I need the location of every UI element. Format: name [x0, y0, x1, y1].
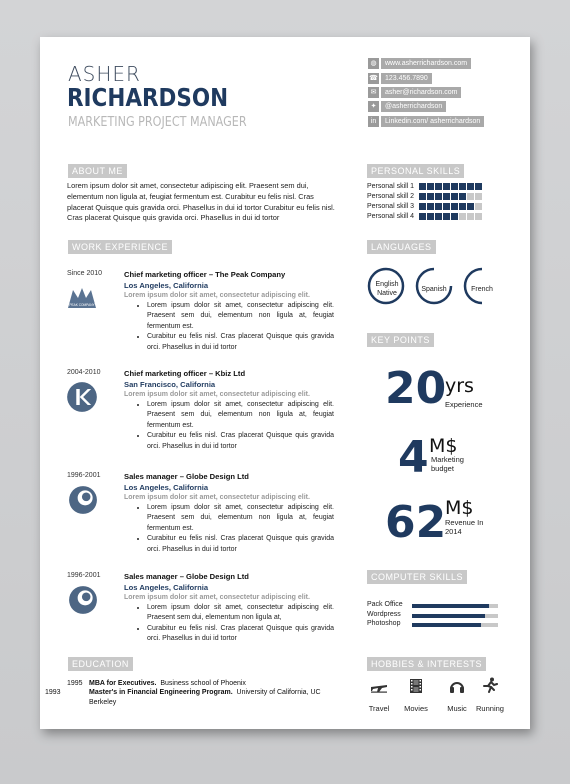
resume-page	[40, 37, 530, 729]
skill-level-square	[419, 203, 426, 210]
personal-skill-label: Personal skill 4	[367, 212, 415, 220]
skill-level-square	[475, 203, 482, 210]
hobby-travel: Travel	[359, 679, 399, 713]
section-header-languages: LANGUAGES	[367, 240, 436, 254]
personal-skill-row	[367, 191, 483, 201]
job-title: Sales manager – Globe Design Ltd	[124, 472, 249, 481]
job-location: Los Angeles, California	[124, 280, 209, 290]
skill-level-square	[467, 213, 474, 220]
key-point-value: 62	[385, 497, 447, 548]
education-school: Business school of Phoenix	[160, 680, 246, 687]
job-summary: Lorem ipsum dolor sit amet, consectetur adipiscing elit.	[124, 494, 310, 501]
job-date: 2004-2010	[67, 369, 101, 376]
job-date: Since 2010	[67, 270, 103, 277]
skill-level-square	[451, 183, 458, 190]
headphones-icon	[449, 679, 465, 693]
key-point-unit: M$	[429, 435, 458, 457]
section-header-personal-skills: PERSONAL SKILLS	[367, 164, 464, 178]
job-bullet: • Lorem ipsum dolor sit amet, consectetur adipiscing elit. Praesent sem dui, elementum non ligula at, feugiat fermentum est.	[147, 503, 334, 534]
globe-design-logo	[68, 585, 98, 615]
phone-icon: ☎	[369, 75, 378, 82]
computer-skill-bar-fill	[412, 614, 485, 618]
linkedin-icon: in	[368, 116, 379, 127]
key-point-label: Experience	[445, 400, 483, 409]
job-bullet: • Curabitur eu felis nisl. Cras placerat Quisque quis gravida orci. Phasellus in dui id tortor	[147, 332, 334, 353]
film-icon	[409, 679, 423, 693]
first-name: ASHER	[68, 62, 141, 86]
twitter-icon: ✦	[368, 101, 379, 112]
skill-level-square	[467, 183, 474, 190]
job-date: 1996-2001	[67, 472, 101, 479]
hobby-movies: Movies	[396, 679, 436, 713]
section-header-computer-skills: COMPUTER SKILLS	[367, 570, 467, 584]
job-title: Sales manager – Globe Design Ltd	[124, 572, 249, 581]
personal-skill-row	[367, 181, 483, 191]
computer-skill-label: Wordpress	[367, 610, 401, 618]
section-header-hobbies: HOBBIES & INTERESTS	[367, 657, 486, 671]
job-role: MARKETING PROJECT MANAGER	[68, 115, 247, 130]
education-year: 1995	[67, 680, 83, 687]
key-point-unit: yrs	[445, 375, 474, 397]
job-bullet: • Lorem ipsum dolor sit amet, consectetur adipiscing elit. Praesent sem dui, elementum non ligula at, feugiat fermentum est.	[147, 400, 334, 431]
globe-design-logo	[68, 485, 98, 515]
key-point-value: 4	[398, 432, 429, 483]
hobby-running: Running	[470, 677, 510, 713]
kbiz-logo	[66, 381, 98, 413]
computer-skill-bar	[412, 604, 498, 608]
airplane-icon	[370, 679, 388, 693]
computer-skill-bar	[412, 614, 498, 618]
peak-company-logo	[68, 284, 96, 312]
job-summary: Lorem ipsum dolor sit amet, consectetur adipiscing elit.	[124, 594, 310, 601]
personal-skill-row	[367, 211, 483, 221]
skill-level-square	[427, 213, 434, 220]
skill-level-square	[459, 193, 466, 200]
skill-level-square	[459, 183, 466, 190]
language-label: French	[471, 286, 493, 293]
computer-skill-label: Pack Office	[367, 601, 403, 608]
section-header-key-points: KEY POINTS	[367, 333, 434, 347]
skill-level-square	[451, 213, 458, 220]
language-label: English Native	[375, 281, 399, 297]
job-bullet: • Curabitur eu felis nisl. Cras placerat Quisque quis gravida orci. Phasellus in dui id tortor	[147, 534, 334, 555]
section-header-work: WORK EXPERIENCE	[68, 240, 172, 254]
computer-skill-label: Photoshop	[367, 620, 401, 627]
section-header-about: ABOUT ME	[68, 164, 127, 178]
skill-level-square	[459, 203, 466, 210]
skill-level-square	[451, 203, 458, 210]
about-text: Lorem ipsum dolor sit amet, consectetur adipiscing elit. Praesent sem dui, elementum non ligula at, feugiat fermentum est. Curabitur eu felis nisl. Cras placerat Quisque quis gravida orci. Phasellus in dui id tortor Curabitur eu felis nisl. Cras placerat Quisque quis gravida orci. Phasellus in dui id tortor	[67, 181, 335, 223]
key-point-value: 20	[385, 363, 447, 414]
last-name: RICHARDSON	[67, 83, 229, 112]
skill-level-square	[435, 213, 442, 220]
running-icon	[482, 677, 498, 693]
education-year: 1993	[45, 689, 61, 696]
job-bullet: • Curabitur eu felis nisl. Cras placerat Quisque quis gravida orci. Phasellus in dui id tortor	[147, 431, 334, 452]
job-summary: Lorem ipsum dolor sit amet, consectetur adipiscing elit.	[124, 391, 310, 398]
education-school: University of California, UC Berkeley	[89, 689, 321, 706]
job-bullet: • Lorem ipsum dolor sit amet, consectetur adipiscing elit. Praesent sem dui, elementum non ligula at, feugiat fermentum est.	[147, 301, 334, 332]
job-title: Chief marketing officer – The Peak Company	[124, 270, 286, 279]
personal-skill-label: Personal skill 3	[367, 202, 415, 210]
contact-website[interactable]: ◍ www.asherrichardson.com	[368, 58, 471, 69]
personal-skill-row	[367, 201, 483, 211]
skill-level-square	[435, 203, 442, 210]
skill-level-square	[435, 183, 442, 190]
key-point-label: Marketing budget	[431, 455, 464, 473]
contact-twitter[interactable]: ✦ @asherrichardson	[368, 101, 446, 112]
language-label: Spanish	[421, 286, 447, 293]
skill-level-square	[475, 193, 482, 200]
job-location: San Francisco, California	[124, 379, 216, 389]
job-location: Los Angeles, California	[124, 582, 209, 592]
job-bullet: • Lorem ipsum dolor sit amet, consectetur adipiscing elit. Praesent sem dui, elementum non ligula at,	[147, 603, 334, 624]
job-date: 1996-2001	[67, 572, 101, 579]
skill-level-square	[475, 183, 482, 190]
contact-email[interactable]: ✉ asher@richardson.com	[368, 87, 461, 98]
skill-level-square	[459, 213, 466, 220]
skill-level-square	[443, 193, 450, 200]
key-point-label: Revenue In 2014	[445, 518, 484, 536]
job-title: Chief marketing officer – Kbiz Ltd	[124, 369, 246, 378]
skill-level-square	[427, 183, 434, 190]
skill-level-square	[467, 193, 474, 200]
computer-skill-bar-fill	[412, 604, 489, 608]
key-point-unit: M$	[445, 497, 474, 519]
computer-skill-bar-fill	[412, 623, 481, 627]
skill-level-square	[475, 213, 482, 220]
skill-level-square	[427, 193, 434, 200]
skill-level-square	[435, 193, 442, 200]
skill-level-square	[443, 203, 450, 210]
computer-skill-bar	[412, 623, 498, 627]
section-header-education: EDUCATION	[68, 657, 133, 671]
personal-skill-label: Personal skill 2	[367, 192, 415, 200]
skill-level-square	[419, 193, 426, 200]
personal-skill-label: Personal skill 1	[367, 182, 415, 190]
skill-level-square	[451, 193, 458, 200]
skill-level-square	[443, 183, 450, 190]
education-degree: MBA for Executives.	[89, 680, 157, 687]
skill-level-square	[443, 213, 450, 220]
skill-level-square	[419, 213, 426, 220]
contact-phone[interactable]: ☎ 123.456.7890	[368, 73, 432, 84]
svg-text:PEAK COMPANY: PEAK COMPANY	[69, 303, 95, 307]
job-summary: Lorem ipsum dolor sit amet, consectetur adipiscing elit.	[124, 292, 310, 299]
job-bullet: • Curabitur eu felis nisl. Cras placerat Quisque quis gravida orci. Phasellus in dui id tortor	[147, 624, 334, 645]
skill-level-square	[427, 203, 434, 210]
skill-level-square	[419, 183, 426, 190]
hobby-music: Music	[437, 679, 477, 713]
mail-icon: ✉	[368, 87, 379, 98]
globe-icon: ◍	[368, 58, 379, 69]
contact-linkedin[interactable]: in Linkedin.com/ asherrichardson	[368, 116, 484, 127]
education-item	[45, 688, 347, 707]
education-degree: Master's in Financial Engineering Program.	[89, 689, 233, 696]
skill-level-square	[467, 203, 474, 210]
job-location: Los Angeles, California	[124, 482, 209, 492]
